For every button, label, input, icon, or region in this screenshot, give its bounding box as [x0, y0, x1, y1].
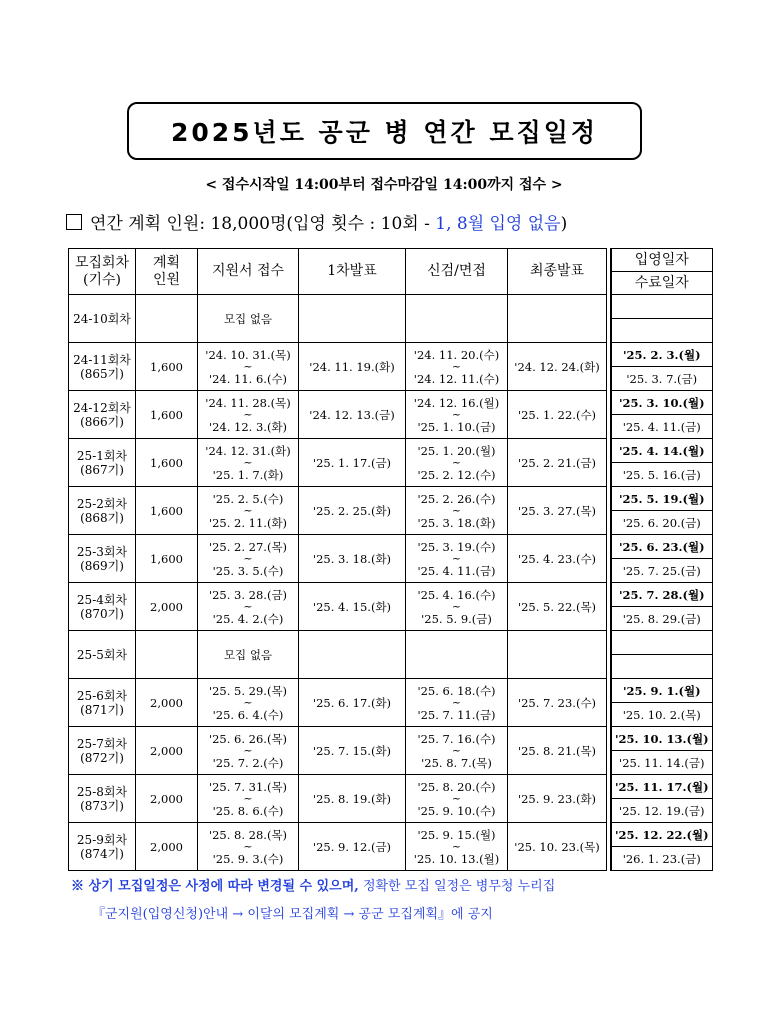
apply-from: '25. 6. 26.(목) [208, 731, 288, 746]
note-line-2: 『군지원(입영신청)안내 → 이달의 모집계획 → 공군 모집계획』에 공지 [92, 907, 493, 922]
entry-date-cell: '25. 11. 17.(월) [611, 775, 713, 799]
table-row [69, 535, 713, 559]
exam-cell [406, 295, 508, 343]
round-cell: 25-9회차 (874기) [69, 823, 136, 871]
apply-from: '24. 10. 31.(목) [205, 347, 291, 362]
exam-to: '25. 1. 10.(금) [417, 419, 496, 434]
range-tilde: ~ [451, 407, 462, 421]
header-final: 최종발표 [508, 249, 607, 295]
note-line-1: ※ 상기 모집일정은 사정에 따라 변경될 수 있으며, 정확한 모집 일정은 병무청 누리집 [71, 879, 556, 894]
planned-cell: 2,000 [136, 679, 198, 727]
completion-date-cell: '25. 6. 20.(금) [611, 511, 713, 535]
round-cell: 25-1회차 (867기) [69, 439, 136, 487]
no-recruit-cell: 모집 없음 [198, 631, 299, 679]
first-cell: '25. 9. 12.(금) [299, 823, 406, 871]
apply-from: '24. 12. 31.(화) [205, 443, 291, 458]
completion-date-cell [611, 319, 713, 343]
apply-cell [198, 583, 299, 631]
apply-to: '25. 2. 11.(화) [208, 515, 288, 530]
planned-cell: 2,000 [136, 823, 198, 871]
round-cell: 25-7회차 (872기) [69, 727, 136, 775]
range-tilde: ~ [451, 695, 462, 709]
schedule-table [68, 248, 713, 871]
apply-from: '25. 5. 29.(목) [208, 683, 288, 698]
range-tilde: ~ [243, 503, 253, 517]
exam-cell [406, 535, 508, 583]
table-row [69, 631, 713, 655]
exam-cell [406, 727, 508, 775]
range-tilde: ~ [451, 551, 462, 565]
exam-to: '25. 5. 9.(금) [421, 611, 492, 626]
entry-date-cell: '25. 3. 10.(월) [611, 391, 713, 415]
first-cell: '25. 1. 17.(금) [299, 439, 406, 487]
entry-date-cell: '25. 7. 28.(월) [611, 583, 713, 607]
apply-cell [198, 487, 299, 535]
planned-cell: 1,600 [136, 487, 198, 535]
plan-prefix: 연간 계획 인원: 18,000명(입영 횟수 : 10회 - [90, 214, 436, 234]
apply-from: '25. 7. 31.(목) [208, 779, 288, 794]
plan-suffix: ) [560, 214, 568, 234]
header-first: 1차발표 [299, 249, 406, 295]
round-cell: 24-11회차 (865기) [69, 343, 136, 391]
final-cell: '25. 5. 22.(목) [508, 583, 607, 631]
entry-date-cell: '25. 10. 13.(월) [611, 727, 713, 751]
completion-date-cell [611, 655, 713, 679]
entry-date-cell: '25. 6. 23.(월) [611, 535, 713, 559]
apply-to: '24. 12. 3.(화) [208, 419, 288, 434]
round-cell: 25-4회차 (870기) [69, 583, 136, 631]
first-cell: '25. 7. 15.(화) [299, 727, 406, 775]
apply-to: '24. 11. 6.(수) [208, 371, 288, 386]
apply-from: '25. 3. 28.(금) [208, 587, 288, 602]
apply-from: '24. 11. 28.(목) [205, 395, 291, 410]
range-tilde: ~ [451, 359, 462, 373]
exam-cell [406, 391, 508, 439]
completion-date-cell: '25. 12. 19.(금) [611, 799, 713, 823]
first-cell: '25. 2. 25.(화) [299, 487, 406, 535]
exam-from: '25. 2. 26.(수) [417, 491, 496, 506]
first-cell: '24. 11. 19.(화) [299, 343, 406, 391]
table-row [69, 439, 713, 463]
planned-cell: 2,000 [136, 583, 198, 631]
range-tilde: ~ [243, 455, 253, 469]
exam-cell [406, 823, 508, 871]
exam-cell [406, 583, 508, 631]
planned-cell: 1,600 [136, 391, 198, 439]
exam-to: '25. 8. 7.(목) [421, 755, 492, 770]
table-row [69, 391, 713, 415]
range-tilde: ~ [243, 743, 253, 757]
table-row [69, 679, 713, 703]
planned-cell [136, 295, 198, 343]
apply-to: '25. 1. 7.(화) [212, 467, 284, 482]
table-row [69, 487, 713, 511]
range-tilde: ~ [451, 599, 462, 613]
exam-from: '25. 6. 18.(수) [417, 683, 496, 698]
apply-cell [198, 439, 299, 487]
first-cell: '25. 8. 19.(화) [299, 775, 406, 823]
completion-date-cell: '25. 7. 25.(금) [611, 559, 713, 583]
exam-cell [406, 631, 508, 679]
exam-from: '25. 1. 20.(월) [417, 443, 496, 458]
table-row [69, 583, 713, 607]
header-exam: 신검/면접 [406, 249, 508, 295]
range-tilde: ~ [243, 407, 253, 421]
final-cell [508, 295, 607, 343]
round-cell: 25-5회차 [69, 631, 136, 679]
exam-to: '25. 9. 10.(수) [417, 803, 496, 818]
apply-to: '25. 6. 4.(수) [212, 707, 284, 722]
exam-cell [406, 679, 508, 727]
round-cell: 25-8회차 (873기) [69, 775, 136, 823]
exam-to: '25. 10. 13.(월) [413, 851, 500, 866]
table-row [69, 775, 713, 799]
page-title: 2025년도 공군 병 연간 모집일정 [170, 118, 599, 147]
round-cell: 24-10회차 [69, 295, 136, 343]
subtitle: < 접수시작일 14:00부터 접수마감일 14:00까지 접수 > [205, 177, 563, 193]
completion-date-cell: '25. 10. 2.(목) [611, 703, 713, 727]
apply-to: '25. 7. 2.(수) [212, 755, 284, 770]
apply-cell [198, 727, 299, 775]
planned-cell: 2,000 [136, 775, 198, 823]
exam-from: '24. 12. 16.(월) [413, 395, 500, 410]
entry-date-cell [611, 631, 713, 655]
first-cell [299, 295, 406, 343]
table-row [69, 823, 713, 847]
round-cell: 25-6회차 (871기) [69, 679, 136, 727]
apply-cell [198, 679, 299, 727]
exam-to: '24. 12. 11.(수) [413, 371, 500, 386]
exam-from: '25. 4. 16.(수) [417, 587, 496, 602]
header-apply: 지원서 접수 [198, 249, 299, 295]
final-cell: '25. 8. 21.(목) [508, 727, 607, 775]
apply-cell [198, 391, 299, 439]
header-entry: 입영일자 [611, 249, 713, 272]
range-tilde: ~ [451, 743, 462, 757]
apply-to: '25. 9. 3.(수) [212, 851, 284, 866]
header-done: 수료일자 [611, 272, 713, 295]
range-tilde: ~ [243, 695, 253, 709]
completion-date-cell: '25. 8. 29.(금) [611, 607, 713, 631]
apply-from: '25. 2. 27.(목) [208, 539, 288, 554]
exam-from: '24. 11. 20.(수) [413, 347, 500, 362]
planned-cell: 1,600 [136, 439, 198, 487]
exam-to: '25. 3. 18.(화) [417, 515, 496, 530]
planned-cell: 1,600 [136, 535, 198, 583]
table-row [69, 295, 713, 319]
exam-from: '25. 8. 20.(수) [417, 779, 496, 794]
completion-date-cell: '25. 5. 16.(금) [611, 463, 713, 487]
final-cell: '25. 3. 27.(목) [508, 487, 607, 535]
header-planned: 계획 인원 [136, 249, 198, 295]
final-cell: '25. 4. 23.(수) [508, 535, 607, 583]
exam-cell [406, 439, 508, 487]
apply-from: '25. 2. 5.(수) [212, 491, 284, 506]
first-cell [299, 631, 406, 679]
apply-cell [198, 823, 299, 871]
planned-cell: 1,600 [136, 343, 198, 391]
table-row [69, 343, 713, 367]
apply-to: '25. 4. 2.(수) [212, 611, 284, 626]
apply-from: '25. 8. 28.(목) [208, 827, 288, 842]
exam-from: '25. 9. 15.(월) [417, 827, 496, 842]
range-tilde: ~ [243, 791, 253, 805]
first-cell: '24. 12. 13.(금) [299, 391, 406, 439]
first-cell: '25. 6. 17.(화) [299, 679, 406, 727]
entry-date-cell: '25. 2. 3.(월) [611, 343, 713, 367]
range-tilde: ~ [243, 359, 253, 373]
apply-cell [198, 535, 299, 583]
round-cell: 24-12회차 (866기) [69, 391, 136, 439]
exam-to: '25. 7. 11.(금) [417, 707, 496, 722]
first-cell: '25. 3. 18.(화) [299, 535, 406, 583]
table-row [69, 727, 713, 751]
range-tilde: ~ [243, 551, 253, 565]
range-tilde: ~ [451, 839, 462, 853]
entry-date-cell: '25. 4. 14.(월) [611, 439, 713, 463]
final-cell: '25. 2. 21.(금) [508, 439, 607, 487]
range-tilde: ~ [451, 503, 462, 517]
round-cell: 25-3회차 (869기) [69, 535, 136, 583]
exam-to: '25. 4. 11.(금) [417, 563, 496, 578]
entry-date-cell: '25. 9. 1.(월) [611, 679, 713, 703]
first-cell: '25. 4. 15.(화) [299, 583, 406, 631]
final-cell: '25. 9. 23.(화) [508, 775, 607, 823]
completion-date-cell: '25. 3. 7.(금) [611, 367, 713, 391]
final-cell: '25. 1. 22.(수) [508, 391, 607, 439]
header-round: 모집회차 (기수) [69, 249, 136, 295]
final-cell: '25. 10. 23.(목) [508, 823, 607, 871]
final-cell: '25. 7. 23.(수) [508, 679, 607, 727]
round-cell: 25-2회차 (868기) [69, 487, 136, 535]
exam-cell [406, 775, 508, 823]
entry-date-cell: '25. 12. 22.(월) [611, 823, 713, 847]
final-cell: '24. 12. 24.(화) [508, 343, 607, 391]
entry-date-cell [611, 295, 713, 319]
final-cell [508, 631, 607, 679]
apply-cell [198, 343, 299, 391]
title-box [127, 102, 642, 160]
no-recruit-cell: 모집 없음 [198, 295, 299, 343]
exam-from: '25. 3. 19.(수) [417, 539, 496, 554]
apply-to: '25. 8. 6.(수) [212, 803, 284, 818]
completion-date-cell: '25. 11. 14.(금) [611, 751, 713, 775]
apply-cell [198, 775, 299, 823]
completion-date-cell: '26. 1. 23.(금) [611, 847, 713, 871]
exam-cell [406, 487, 508, 535]
planned-cell [136, 631, 198, 679]
range-tilde: ~ [451, 791, 462, 805]
planned-cell: 2,000 [136, 727, 198, 775]
range-tilde: ~ [243, 599, 253, 613]
checkbox-icon [66, 214, 82, 230]
plan-highlight: 1, 8월 입영 없음 [435, 214, 561, 234]
exam-from: '25. 7. 16.(수) [417, 731, 496, 746]
exam-to: '25. 2. 12.(수) [417, 467, 496, 482]
apply-to: '25. 3. 5.(수) [212, 563, 284, 578]
range-tilde: ~ [243, 839, 253, 853]
range-tilde: ~ [451, 455, 462, 469]
entry-date-cell: '25. 5. 19.(월) [611, 487, 713, 511]
exam-cell [406, 343, 508, 391]
completion-date-cell: '25. 4. 11.(금) [611, 415, 713, 439]
plan-summary [66, 209, 567, 234]
